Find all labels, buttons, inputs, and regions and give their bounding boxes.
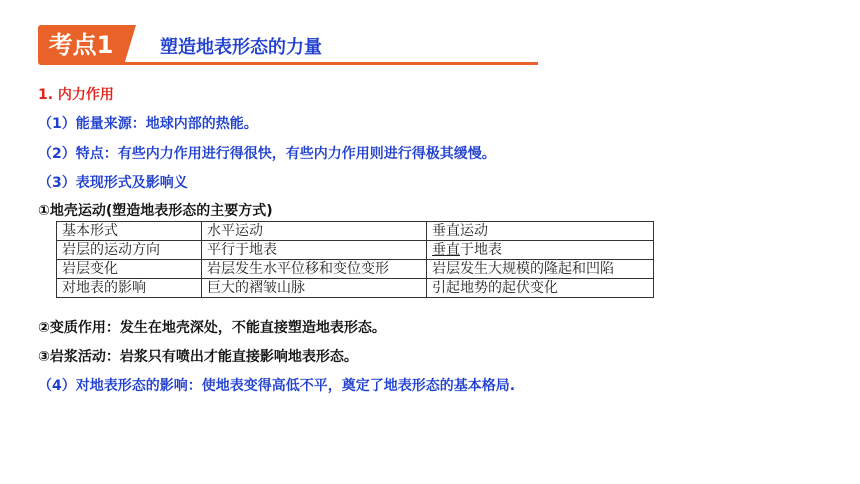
table-row [57, 260, 654, 279]
table-cell: 水平运动 [202, 222, 427, 241]
influence-line: （4）对地表形态的影响：使地表变得高低不平，奠定了地表形态的基本格局. [38, 378, 516, 394]
table-cell: 岩层发生水平位移和变位变形 [202, 260, 427, 279]
energy-source-line: （1）能量来源：地球内部的热能。 [38, 116, 258, 132]
table-cell: 基本形式 [57, 222, 202, 241]
characteristics-line: （2）特点：有些内力作用进行得很快，有些内力作用则进行得极其缓慢。 [38, 146, 496, 162]
underlined-text: 垂直 [432, 242, 460, 258]
metamorphism-line: ②变质作用：发生在地壳深处，不能直接塑造地表形态。 [38, 320, 386, 336]
table-cell: 引起地势的起伏变化 [427, 279, 654, 298]
title-underline [124, 62, 538, 65]
table-cell: 对地表的影响 [57, 279, 202, 298]
table-cell: 岩层变化 [57, 260, 202, 279]
table-cell: 岩层的运动方向 [57, 241, 202, 260]
magma-line: ③岩浆活动：岩浆只有喷出才能直接影响地表形态。 [38, 349, 358, 365]
table-cell: 平行于地表 [202, 241, 427, 260]
table-row [57, 279, 654, 298]
table-row [57, 222, 654, 241]
cell-text: 于地表 [460, 242, 502, 258]
table-row [57, 241, 654, 260]
crust-movement-table [56, 221, 654, 298]
topic-badge: 考点1 [38, 25, 124, 65]
table-cell: 巨大的褶皱山脉 [202, 279, 427, 298]
table-cell [427, 241, 654, 260]
page-title: 塑造地表形态的力量 [160, 37, 322, 58]
table-cell: 岩层发生大规模的隆起和凹陷 [427, 260, 654, 279]
crust-movement-heading: ①地壳运动(塑造地表形态的主要方式) [38, 203, 273, 219]
forms-line: （3）表现形式及影响义 [38, 175, 188, 191]
table-cell: 垂直运动 [427, 222, 654, 241]
section-heading: 1. 内力作用 [38, 87, 114, 103]
